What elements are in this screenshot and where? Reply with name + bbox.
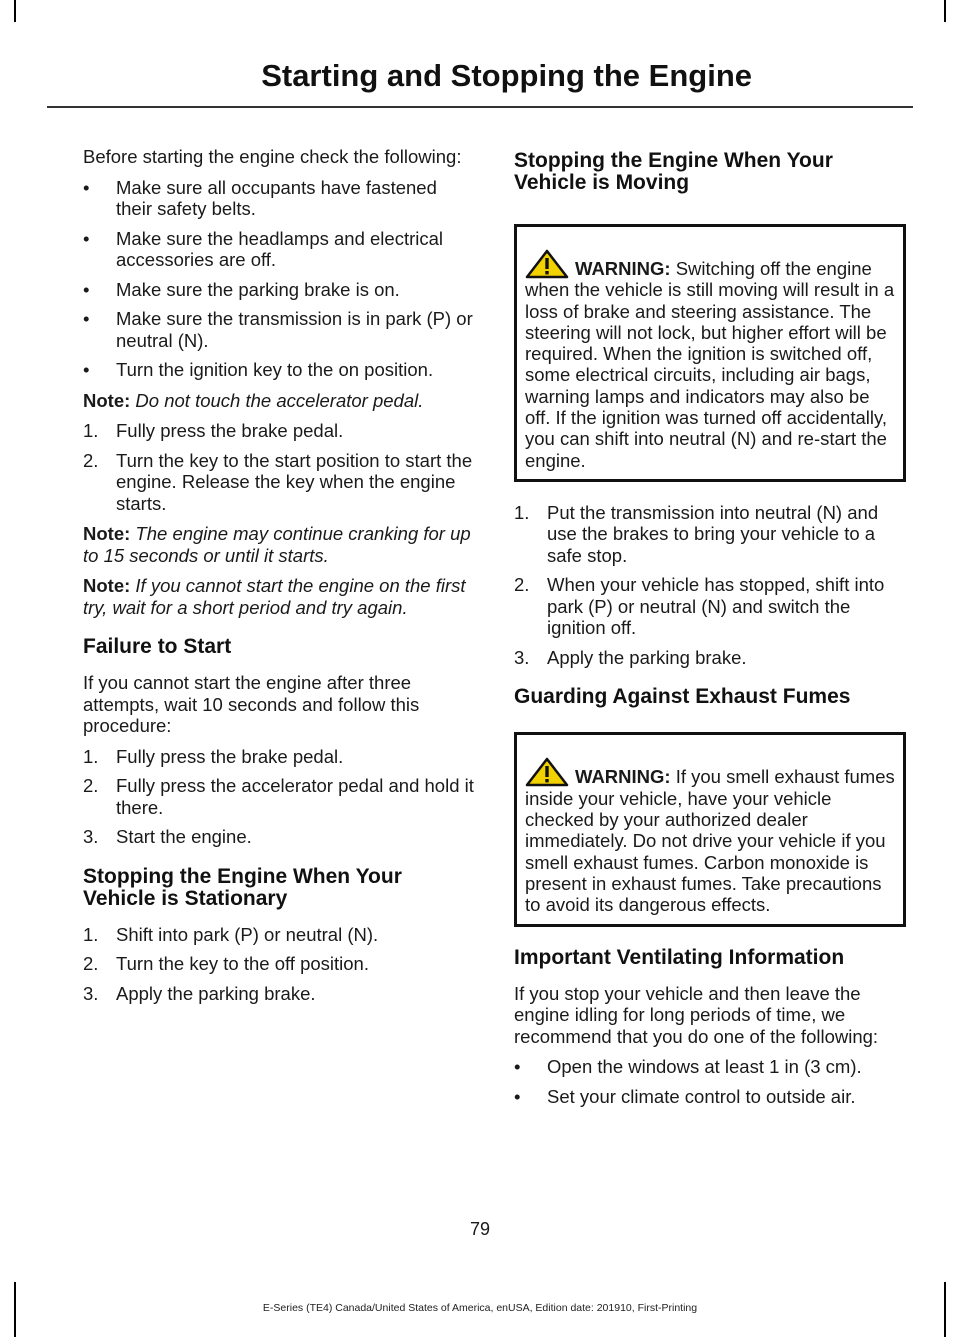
- header-divider: [47, 106, 913, 108]
- warning-triangle-icon: [525, 249, 569, 279]
- list-item: 2. Turn the key to the off position.: [83, 953, 369, 974]
- list-item: 3. Apply the parking brake.: [514, 646, 747, 668]
- right-column: [514, 146, 906, 1116]
- list-item: 3. Start the engine.: [83, 826, 252, 847]
- failure-intro: If you cannot start the engine after three attempts, wait 10 seconds and follow this procedure:: [83, 672, 420, 736]
- moving-steps: [514, 502, 906, 669]
- start-steps: [83, 420, 475, 514]
- list-item: • Make sure the transmission is in park (P) or neutral (N).: [83, 308, 473, 351]
- ventilating-intro: If you stop your vehicle and then leave the engine idling for long periods of time, we recommend that you do one of the following:: [514, 982, 879, 1047]
- failure-steps: [83, 746, 475, 848]
- stationary-steps: [83, 924, 475, 1005]
- pre-start-checklist: [83, 177, 475, 381]
- stationary-heading: Stopping the Engine When Your Vehicle is Stationary: [83, 864, 402, 910]
- list-item: • Make sure the parking brake is on.: [83, 278, 400, 300]
- list-item: 3. Apply the parking brake.: [83, 982, 316, 1004]
- ventilating-list: [514, 1056, 906, 1107]
- warning-text: Switching off the engine when the vehicle is still moving will result in a loss of brake and steering assistance. The steering will not lock, but higher effort will be required. When the ignition is switched off, some electrical circuits, including air bags, warning lamps and indicators may also be off. If the ignition was turned off accidentally, you can shift into neutral (N) and re-start the engine.: [525, 258, 895, 471]
- failure-to-start-heading: Failure to Start: [83, 635, 232, 658]
- warning-label: WARNING:: [575, 258, 671, 279]
- warning-label: WARNING:: [575, 766, 671, 788]
- moving-heading: Stopping the Engine When Your Vehicle is Moving: [514, 149, 833, 194]
- note-retry: Note: If you cannot start the engine on the first try, wait for a short period and try again.: [83, 575, 466, 618]
- list-item: • Set your climate control to outside air.: [514, 1085, 856, 1107]
- list-item: 1. Fully press the brake pedal.: [83, 420, 344, 441]
- left-column: [83, 146, 475, 1013]
- list-item: 1. Shift into park (P) or neutral (N).: [83, 923, 379, 945]
- page-number: 79: [469, 1219, 491, 1239]
- warning-triangle-icon: [525, 757, 569, 787]
- page-title: Starting and Stopping the Engine: [261, 58, 752, 93]
- note-cranking: Note: The engine may continue cranking for up to 15 seconds or until it starts.: [83, 523, 471, 566]
- edition-footer: E-Series (TE4) Canada/United States of America, enUSA, Edition date: 201910, First-Printing: [262, 1302, 698, 1314]
- warning-box-moving: [514, 224, 906, 482]
- list-item: 2. Turn the key to the start position to start the engine. Release the key when the engine starts.: [83, 449, 473, 514]
- list-item: 2. When your vehicle has stopped, shift into park (P) or neutral (N) and switch the ignition off.: [514, 574, 885, 639]
- list-item: • Make sure the headlamps and electrical accessories are off.: [83, 227, 444, 270]
- list-item: 1. Put the transmission into neutral (N) and use the brakes to bring your vehicle to a safe stop.: [514, 501, 879, 566]
- list-item: 2. Fully press the accelerator pedal and hold it there.: [83, 775, 474, 818]
- ventilating-heading: Important Ventilating Information: [514, 945, 845, 969]
- list-item: 1. Fully press the brake pedal.: [83, 745, 344, 767]
- warning-text: If you smell exhaust fumes inside your vehicle, have your vehicle checked by your authorized dealer immediately. Do not drive your vehicle if you smell exhaust fumes. Carbon monoxide is present in exhaust fumes. Take precautions to avoid its dangerous effects.: [525, 766, 895, 916]
- intro-text: Before starting the engine check the following:: [83, 146, 462, 167]
- exhaust-heading: Guarding Against Exhaust Fumes: [514, 685, 851, 709]
- list-item: • Turn the ignition key to the on position.: [83, 359, 434, 380]
- list-item: • Make sure all occupants have fastened their safety belts.: [83, 176, 437, 219]
- warning-box-exhaust: [514, 732, 906, 926]
- crop-mark-top-right: [944, 0, 946, 22]
- crop-mark-top-left: [14, 0, 16, 22]
- note-accelerator: Note: Do not touch the accelerator pedal.: [83, 389, 424, 411]
- list-item: • Open the windows at least 1 in (3 cm).: [514, 1056, 862, 1078]
